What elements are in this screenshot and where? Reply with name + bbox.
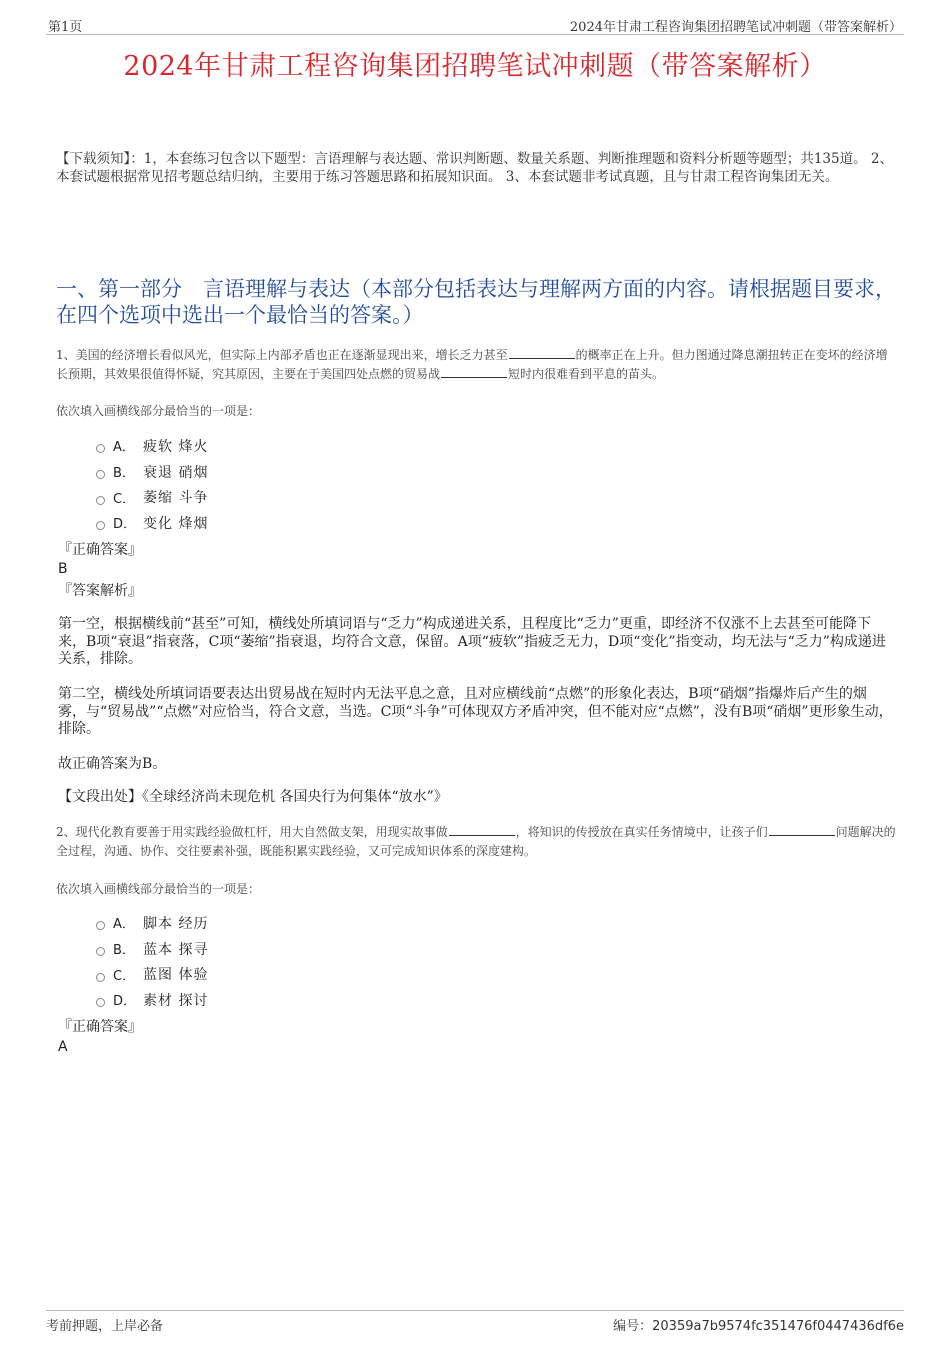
option-letter: A． xyxy=(113,440,135,456)
option-b[interactable] xyxy=(96,459,208,485)
blank-1 xyxy=(449,824,515,836)
radio-button[interactable] xyxy=(96,973,105,982)
option-text: 蓝图 体验 xyxy=(143,967,209,984)
analysis-conclusion: 故正确答案为B。 xyxy=(58,756,167,772)
analysis-label: 『答案解析』 xyxy=(58,583,142,599)
page-footer xyxy=(46,1310,904,1335)
answer-label: 『正确答案』 xyxy=(58,542,142,558)
code-value: 20359a7b9574fc351476f0447436df6e xyxy=(652,1319,904,1334)
option-letter: D． xyxy=(113,994,137,1010)
option-b[interactable] xyxy=(96,936,208,962)
option-a[interactable] xyxy=(96,433,208,459)
option-d[interactable] xyxy=(96,987,208,1013)
question-1-prompt: 依次填入画横线部分最恰当的一项是： xyxy=(56,404,261,418)
radio-button[interactable] xyxy=(96,998,105,1007)
radio-button[interactable] xyxy=(96,947,105,956)
footer-slogan: 考前押题，上岸必备 xyxy=(46,1319,164,1334)
option-a[interactable] xyxy=(96,910,208,936)
code-label: 编号： xyxy=(613,1319,653,1334)
option-text: 变化 烽烟 xyxy=(143,515,209,532)
analysis-paragraph-1: 第一空，根据横线前“甚至”可知，横线处所填词语与“乏力”构成递进关系，且程度比“乏力”更重，即经济不仅涨不上去甚至可能降下来，B项“衰退”指衰落，C项“萎缩”指衰退，均符合文意，保留。A项“疲软”指疲乏无力，D项“变化”指变动，均无法与“乏力”构成递进关系，排除。 xyxy=(58,616,886,667)
option-letter: C． xyxy=(113,968,136,984)
question-2-stem xyxy=(56,823,898,861)
option-letter: B． xyxy=(113,943,135,959)
radio-button[interactable] xyxy=(96,921,105,930)
option-text: 疲软 烽火 xyxy=(143,438,209,455)
blank-2 xyxy=(441,366,507,378)
option-letter: C． xyxy=(113,491,136,507)
question-1-stem xyxy=(56,346,898,384)
blank-1 xyxy=(509,347,575,359)
blank-2 xyxy=(769,824,835,836)
question-2-stem-part-2: ，将知识的传授放在真实任务情境中，让孩子们 xyxy=(515,825,768,839)
radio-button[interactable] xyxy=(96,444,105,453)
option-d[interactable] xyxy=(96,510,208,536)
option-text: 萎缩 斗争 xyxy=(143,490,209,507)
answer-value: A xyxy=(58,1039,68,1055)
page-header xyxy=(46,14,904,35)
question-1-options xyxy=(96,433,208,536)
option-letter: B． xyxy=(113,466,135,482)
radio-button[interactable] xyxy=(96,496,105,505)
option-c[interactable] xyxy=(96,961,208,987)
option-letter: A． xyxy=(113,917,135,933)
document-code xyxy=(613,1315,904,1334)
radio-button[interactable] xyxy=(96,470,105,479)
question-2-stem-part-3: 问题解决的全过程，沟通、协作、交往要素补强，既能积累实践经验，又可完成知识体系的深度建构。 xyxy=(56,825,896,858)
option-text: 脚本 经历 xyxy=(143,915,209,932)
option-text: 素材 探讨 xyxy=(143,992,209,1009)
question-2-stem-part-1: 2、现代化教育要善于用实践经验做杠杆，用大自然做支架，用现实故事做 xyxy=(56,825,448,839)
radio-button[interactable] xyxy=(96,521,105,530)
header-doc-title: 2024年甘肃工程咨询集团招聘笔试冲刺题（带答案解析） xyxy=(569,20,902,35)
analysis-paragraph-2: 第二空，横线处所填词语要表达出贸易战在短时内无法平息之意，且对应横线前“点燃”的形象化表达，B项“硝烟”指爆炸后产生的烟雾，与“贸易战”“点燃”对应恰当，符合文意，当选。C项“斗争”可体现双方矛盾冲突，但不能对应“点燃”，没有B项“硝烟”更形象生动，排除。 xyxy=(58,686,893,737)
option-text: 蓝本 探寻 xyxy=(143,941,209,958)
answer-value: B xyxy=(58,561,68,577)
option-letter: D． xyxy=(113,517,137,533)
option-text: 衰退 硝烟 xyxy=(143,464,209,481)
document-title: 2024年甘肃工程咨询集团招聘笔试冲刺题（带答案解析） xyxy=(123,51,827,82)
question-2-options xyxy=(96,910,208,1013)
page-number: 第1页 xyxy=(48,20,83,35)
answer-label: 『正确答案』 xyxy=(58,1019,142,1035)
question-1-stem-part-1: 1、美国的经济增长看似风光，但实际上内部矛盾也正在逐渐显现出来，增长乏力甚至 xyxy=(56,348,508,362)
question-1-stem-part-3: 短时内很难看到平息的苗头。 xyxy=(508,367,665,381)
download-notice: 【下载须知】：1，本套练习包含以下题型：言语理解与表达题、常识判断题、数量关系题、判断推理题和资料分析题等题型；共135道。 2、本套试题根据常见招考题总结归纳，主要用于练习答题思路和拓展知识面。 3、本套试题非考试真题，且与甘肃工程咨询集团无关。 xyxy=(56,151,893,185)
option-c[interactable] xyxy=(96,484,208,510)
question-2-prompt: 依次填入画横线部分最恰当的一项是： xyxy=(56,882,261,896)
section-heading: 一、第一部分 言语理解与表达（本部分包括表达与理解两方面的内容。请根据题目要求，在四个选项中选出一个最恰当的答案。） xyxy=(56,277,896,327)
question-1-stem-part-2: 的概率正在上升。但力图通过降息潮扭转正在变坏的经济增长预期，其效果很值得怀疑，究其原因，主要在于美国四处点燃的贸易战 xyxy=(56,348,888,381)
source-citation: 【文段出处】《全球经济尚未现危机 各国央行为何集体“放水”》 xyxy=(58,789,448,805)
